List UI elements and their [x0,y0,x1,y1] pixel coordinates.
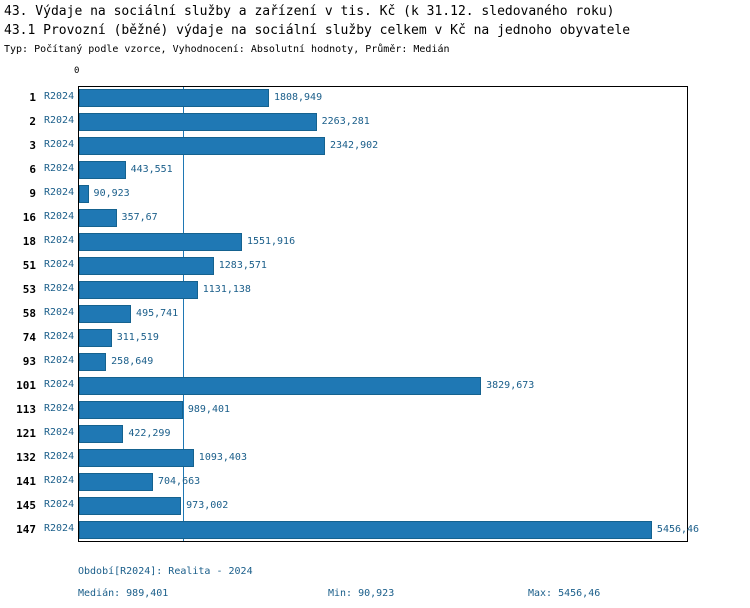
bar-value-label: 495,741 [136,308,179,319]
row-period-label: R2024 [44,427,75,438]
table-row [0,398,750,422]
row-period-label: R2024 [44,259,75,270]
bar[interactable] [79,209,117,227]
row-category-label: 3 [29,139,36,152]
bar-value-label: 1283,571 [218,260,267,271]
bar-container [79,401,750,419]
bar-container [79,329,750,347]
bar-rows [0,86,750,542]
bar[interactable] [79,89,269,107]
chart-footer [0,560,750,608]
chart-subtitle: Typ: Počítaný podle vzorce, Vyhodnocení: Absolutní hodnoty, Průměr: Medián [4,44,450,55]
bar[interactable] [79,353,106,371]
stat-min: Min: 90,923 [328,588,395,599]
bar[interactable] [79,305,131,323]
bar-container [79,209,750,227]
bar[interactable] [79,257,214,275]
row-category-label: 2 [29,115,36,128]
bar-value-label: 90,923 [93,188,130,199]
stat-max: Max: 5456,46 [528,588,601,599]
table-row [0,470,750,494]
bar-value-label: 5456,46 [656,524,700,535]
table-row [0,134,750,158]
x-axis-tick-zero: 0 [74,66,80,76]
table-row [0,446,750,470]
bar-value-label: 422,299 [128,428,171,439]
row-category-label: 121 [16,427,36,440]
table-row [0,326,750,350]
bar-container [79,497,750,515]
row-period-label: R2024 [44,475,75,486]
row-period-label: R2024 [44,499,75,510]
row-category-label: 53 [22,283,36,296]
table-row [0,230,750,254]
bar-container [79,281,750,299]
bar[interactable] [79,497,181,515]
table-row [0,182,750,206]
table-row [0,86,750,110]
bar-value-label: 704,663 [157,476,201,487]
bar-container [79,113,750,131]
row-category-label: 113 [16,403,36,416]
row-category-label: 141 [16,475,36,488]
bar[interactable] [79,377,481,395]
table-row [0,374,750,398]
row-period-label: R2024 [44,187,75,198]
row-category-label: 145 [16,499,36,512]
chart-header [4,2,748,57]
bar-value-label: 3829,673 [486,380,535,391]
bar[interactable] [79,401,183,419]
legend-period: Období[R2024]: Realita - 2024 [78,566,253,577]
bar-container [79,137,750,155]
bar[interactable] [79,329,112,347]
bar-container [79,377,750,395]
bar-container [79,305,750,323]
row-period-label: R2024 [44,403,75,414]
bar-container [79,353,750,371]
row-period-label: R2024 [44,235,75,246]
bar-value-label: 973,002 [186,500,229,511]
table-row [0,158,750,182]
bar[interactable] [79,233,242,251]
bar-container [79,473,750,491]
row-period-label: R2024 [44,91,75,102]
row-period-label: R2024 [44,307,75,318]
bar-value-label: 2263,281 [321,116,370,127]
bar-container [79,449,750,467]
bar-container [79,257,750,275]
bar-container [79,89,750,107]
bar-value-label: 1551,916 [246,236,296,247]
stat-median: Medián: 989,401 [78,588,169,599]
bar[interactable] [79,473,153,491]
table-row [0,254,750,278]
bar-value-label: 258,649 [111,356,154,367]
page-title-line-2: 43.1 Provozní (běžné) výdaje na sociální služby celkem v Kč na jednoho obyvatele [4,23,631,38]
row-category-label: 101 [16,379,36,392]
row-category-label: 51 [22,259,36,272]
table-row [0,302,750,326]
row-category-label: 9 [29,187,36,200]
table-row [0,494,750,518]
row-period-label: R2024 [44,451,75,462]
bar[interactable] [79,161,126,179]
bar[interactable] [79,113,317,131]
table-row [0,350,750,374]
row-period-label: R2024 [44,331,75,342]
bar-value-label: 989,401 [187,404,231,415]
bar-container [79,425,750,443]
row-period-label: R2024 [44,139,75,150]
bar[interactable] [79,281,198,299]
bar[interactable] [79,137,325,155]
row-period-label: R2024 [44,283,75,294]
bar[interactable] [79,449,194,467]
bar-value-label: 311,519 [116,332,159,343]
bar[interactable] [79,521,652,539]
table-row [0,422,750,446]
bar-container [79,185,750,203]
bar-container [79,521,750,539]
row-period-label: R2024 [44,523,75,534]
bar-value-label: 1131,138 [202,284,251,295]
bar-value-label: 357,67 [121,212,158,223]
row-period-label: R2024 [44,355,75,366]
row-category-label: 18 [22,235,36,248]
table-row [0,518,750,542]
row-category-label: 132 [16,451,36,464]
row-category-label: 74 [22,331,36,344]
bar[interactable] [79,185,89,203]
table-row [0,206,750,230]
bar[interactable] [79,425,123,443]
row-category-label: 6 [29,163,36,176]
bar-container [79,161,750,179]
bar-value-label: 1808,949 [273,92,323,103]
table-row [0,110,750,134]
row-category-label: 16 [22,211,36,224]
row-category-label: 147 [16,523,36,536]
row-category-label: 58 [22,307,36,320]
summary-stats [78,588,698,604]
bar-value-label: 1093,403 [198,452,247,463]
row-period-label: R2024 [44,211,75,222]
row-period-label: R2024 [44,115,75,126]
bar-value-label: 2342,902 [330,140,379,151]
row-category-label: 1 [29,91,36,104]
bar-container [79,233,750,251]
bar-chart [0,66,750,546]
row-period-label: R2024 [44,379,75,390]
row-period-label: R2024 [44,163,75,174]
page-title-line-1: 43. Výdaje na sociální služby a zařízení v tis. Kč (k 31.12. sledovaného roku) [4,4,615,19]
row-category-label: 93 [22,355,36,368]
table-row [0,278,750,302]
bar-value-label: 443,551 [130,164,173,175]
